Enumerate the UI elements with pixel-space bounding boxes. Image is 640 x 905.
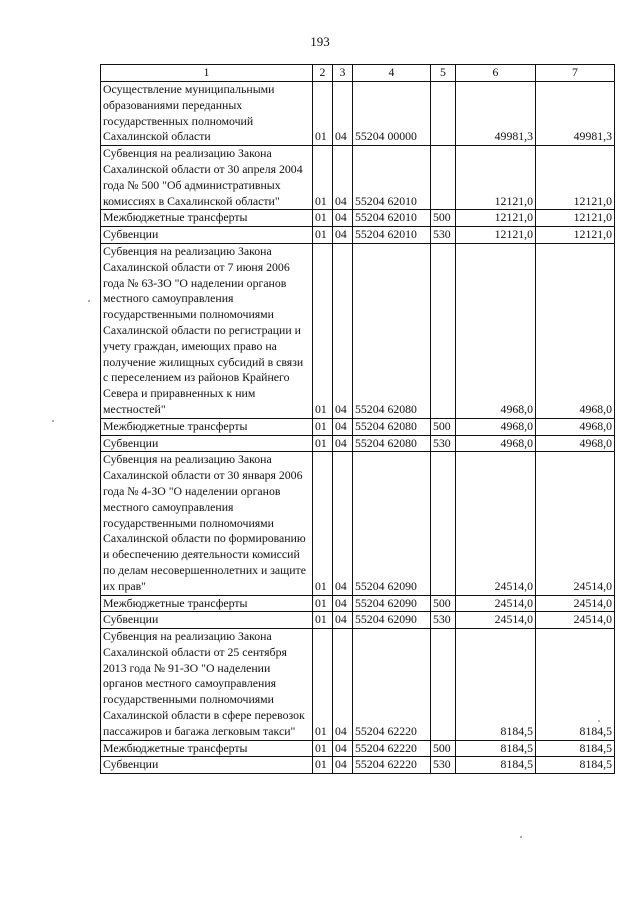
row-target-article: 55204 62090 [353, 595, 431, 612]
table-row [101, 243, 615, 418]
row-target-article: 55204 62090 [353, 452, 431, 595]
row-subsection: 04 [333, 757, 353, 774]
row-section: 01 [313, 435, 333, 452]
row-expense-type: 500 [431, 418, 456, 435]
row-name: Осуществление муниципальными образованиями переданных государственных полномочий Сахалинской области [101, 82, 313, 146]
row-name: Субвенции [101, 227, 313, 244]
row-amount-1: 8184,5 [456, 740, 536, 757]
table-row [101, 82, 615, 146]
row-expense-type: 530 [431, 227, 456, 244]
row-section: 01 [313, 243, 333, 418]
row-expense-type [431, 452, 456, 595]
row-subsection: 04 [333, 227, 353, 244]
row-name: Межбюджетные трансферты [101, 740, 313, 757]
row-subsection: 04 [333, 452, 353, 595]
row-amount-2: 12121,0 [536, 210, 615, 227]
budget-table [100, 64, 615, 774]
row-section: 01 [313, 82, 333, 146]
row-expense-type [431, 82, 456, 146]
row-target-article: 55204 62090 [353, 612, 431, 629]
row-section: 01 [313, 418, 333, 435]
row-target-article: 55204 62010 [353, 227, 431, 244]
row-name: Межбюджетные трансферты [101, 595, 313, 612]
row-target-article: 55204 62080 [353, 243, 431, 418]
table-row [101, 227, 615, 244]
row-amount-1: 12121,0 [456, 210, 536, 227]
row-subsection: 04 [333, 612, 353, 629]
row-amount-2: 24514,0 [536, 452, 615, 595]
row-amount-1: 12121,0 [456, 146, 536, 210]
row-subsection: 04 [333, 210, 353, 227]
row-expense-type: 500 [431, 595, 456, 612]
row-name: Межбюджетные трансферты [101, 210, 313, 227]
row-amount-2: 12121,0 [536, 146, 615, 210]
row-section: 01 [313, 740, 333, 757]
row-expense-type [431, 146, 456, 210]
col-header-3: 3 [333, 65, 353, 82]
row-amount-1: 8184,5 [456, 629, 536, 741]
row-expense-type: 530 [431, 757, 456, 774]
row-name: Субвенции [101, 757, 313, 774]
row-amount-2: 24514,0 [536, 612, 615, 629]
row-amount-1: 49981,3 [456, 82, 536, 146]
row-subsection: 04 [333, 629, 353, 741]
row-name: Межбюджетные трансферты [101, 418, 313, 435]
row-amount-2: 4968,0 [536, 243, 615, 418]
row-name: Субвенции [101, 612, 313, 629]
row-target-article: 55204 62010 [353, 210, 431, 227]
table-row [101, 452, 615, 595]
row-name: Субвенция на реализацию Закона Сахалинской области от 25 сентября 2013 года № 91-ЗО "О наделении органов местного самоуправления государственными полномочиями Сахалинской области в сфере перевозок пассажиров и багажа легковым такси" [101, 629, 313, 741]
table-row [101, 418, 615, 435]
row-amount-1: 24514,0 [456, 452, 536, 595]
table-row [101, 210, 615, 227]
row-section: 01 [313, 757, 333, 774]
row-amount-2: 12121,0 [536, 227, 615, 244]
row-expense-type: 500 [431, 740, 456, 757]
row-target-article: 55204 62080 [353, 435, 431, 452]
row-subsection: 04 [333, 418, 353, 435]
row-expense-type: 530 [431, 612, 456, 629]
row-subsection: 04 [333, 595, 353, 612]
row-amount-1: 24514,0 [456, 595, 536, 612]
col-header-5: 5 [431, 65, 456, 82]
table-row [101, 612, 615, 629]
row-name: Субвенции [101, 435, 313, 452]
table-row [101, 629, 615, 741]
row-target-article: 55204 62010 [353, 146, 431, 210]
row-subsection: 04 [333, 740, 353, 757]
row-amount-2: 4968,0 [536, 418, 615, 435]
header-row [101, 65, 615, 82]
row-amount-1: 4968,0 [456, 435, 536, 452]
row-amount-2: 8184,5 [536, 740, 615, 757]
row-section: 01 [313, 146, 333, 210]
row-section: 01 [313, 629, 333, 741]
table-row [101, 740, 615, 757]
row-amount-1: 12121,0 [456, 227, 536, 244]
row-name: Субвенция на реализацию Закона Сахалинской области от 30 января 2006 года № 4-ЗО "О наделении органов местного самоуправления государственными полномочиями Сахалинской области по формированию и обеспечению деятельности комиссий по делам несовершеннолетних и защите их прав" [101, 452, 313, 595]
col-header-1: 1 [101, 65, 313, 82]
row-section: 01 [313, 227, 333, 244]
row-section: 01 [313, 595, 333, 612]
row-target-article: 55204 62220 [353, 740, 431, 757]
row-amount-1: 8184,5 [456, 757, 536, 774]
row-amount-1: 24514,0 [456, 612, 536, 629]
col-header-4: 4 [353, 65, 431, 82]
row-amount-2: 8184,5 [536, 757, 615, 774]
table-row [101, 146, 615, 210]
row-subsection: 04 [333, 243, 353, 418]
row-name: Субвенция на реализацию Закона Сахалинской области от 30 апреля 2004 года № 500 "Об административных комиссиях в Сахалинской области" [101, 146, 313, 210]
table-row [101, 757, 615, 774]
row-name: Субвенция на реализацию Закона Сахалинской области от 7 июня 2006 года № 63-ЗО "О наделении органов местного самоуправления государственными полномочиями Сахалинской области по регистрации и учету граждан, имеющих право на получение жилищных субсидий в связи с переселением из районов Крайнего Севера и приравненных к ним местностей" [101, 243, 313, 418]
table-row [101, 595, 615, 612]
page-number: 193 [310, 34, 330, 49]
row-target-article: 55204 62220 [353, 629, 431, 741]
table-row [101, 435, 615, 452]
row-amount-2: 8184,5 [536, 629, 615, 741]
row-amount-1: 4968,0 [456, 418, 536, 435]
row-expense-type [431, 629, 456, 741]
row-amount-1: 4968,0 [456, 243, 536, 418]
col-header-6: 6 [456, 65, 536, 82]
row-amount-2: 4968,0 [536, 435, 615, 452]
col-header-7: 7 [536, 65, 615, 82]
row-section: 01 [313, 452, 333, 595]
row-amount-2: 24514,0 [536, 595, 615, 612]
row-target-article: 55204 00000 [353, 82, 431, 146]
row-subsection: 04 [333, 82, 353, 146]
row-section: 01 [313, 210, 333, 227]
row-subsection: 04 [333, 435, 353, 452]
row-section: 01 [313, 612, 333, 629]
row-expense-type: 530 [431, 435, 456, 452]
row-amount-2: 49981,3 [536, 82, 615, 146]
row-subsection: 04 [333, 146, 353, 210]
row-expense-type: 500 [431, 210, 456, 227]
row-target-article: 55204 62080 [353, 418, 431, 435]
col-header-2: 2 [313, 65, 333, 82]
row-expense-type [431, 243, 456, 418]
row-target-article: 55204 62220 [353, 757, 431, 774]
